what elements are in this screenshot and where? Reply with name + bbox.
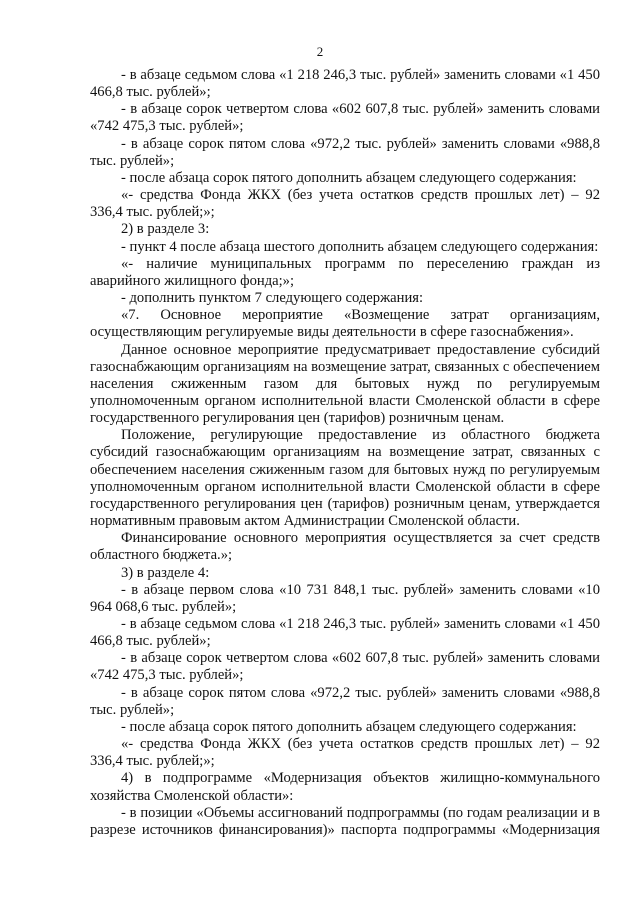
- paragraph: - в абзаце седьмом слова «1 218 246,3 тыс. рублей» заменить словами «1 450 466,8 тыс. рублей»;: [90, 616, 600, 650]
- paragraph: 3) в разделе 4:: [121, 564, 210, 581]
- paragraph: - в абзаце сорок пятом слова «972,2 тыс. рублей» заменить словами «988,8 тыс. рублей»;: [90, 684, 600, 718]
- paragraph: Положение, регулирующие предоставление из областного бюджета субсидий газоснабжающим организациям на возмещение затрат, связанных с обеспечением населения сжиженным газом для бытовых нужд по регулируемым уполномоченным органом исполнительной власти Смоленской области в сфере государственного регулирования цен (тарифов) розничным ценам, утверждается нормативным правовым актом Администрации Смоленской области.: [90, 427, 600, 530]
- paragraph: - в абзаце седьмом слова «1 218 246,3 тыс. рублей» заменить словами «1 450 466,8 тыс. рублей»;: [90, 67, 600, 101]
- paragraph: - в абзаце сорок четвертом слова «602 607,8 тыс. рублей» заменить словами «742 475,3 тыс. рублей»;: [90, 650, 600, 684]
- paragraph: «- наличие муниципальных программ по переселению граждан из аварийного жилищного фонда;»;: [90, 255, 600, 289]
- paragraph: «- средства Фонда ЖКХ (без учета остатков средств прошлых лет) – 92 336,4 тыс. рублей;»;: [90, 187, 600, 221]
- paragraph: Финансирование основного мероприятия осуществляется за счет средств областного бюджета.»;: [90, 530, 600, 564]
- paragraph: «- средства Фонда ЖКХ (без учета остатков средств прошлых лет) – 92 336,4 тыс. рублей;»;: [90, 736, 600, 770]
- paragraph: - после абзаца сорок пятого дополнить абзацем следующего содержания:: [121, 169, 577, 186]
- paragraph: - пункт 4 после абзаца шестого дополнить абзацем следующего содержания:: [121, 238, 599, 255]
- paragraph: 4) в подпрограмме «Модернизация объектов жилищно-коммунального хозяйства Смоленской области»:: [90, 770, 600, 804]
- page-number: 2: [316, 44, 324, 59]
- paragraph: - в позиции «Объемы ассигнований подпрограммы (по годам реализации и в разрезе источников финансирования)» паспорта подпрограммы «Модернизация: [90, 804, 600, 838]
- paragraph: - после абзаца сорок пятого дополнить абзацем следующего содержания:: [121, 718, 577, 735]
- paragraph: Данное основное мероприятие предусматривает предоставление субсидий газоснабжающим организациям на возмещение затрат, связанных с обеспечением населения сжиженным газом для бытовых нужд по регулируемым уполномоченным органом исполнительной власти Смоленской области в сфере государственного регулирования цен (тарифов) розничным ценам.: [90, 341, 600, 427]
- document-body: [90, 67, 600, 839]
- paragraph: - в абзаце сорок пятом слова «972,2 тыс. рублей» заменить словами «988,8 тыс. рублей»;: [90, 135, 600, 169]
- paragraph: «7. Основное мероприятие «Возмещение затрат организациям, осуществляющим регулируемые виды деятельности в сфере газоснабжения».: [90, 307, 600, 341]
- paragraph: - в абзаце первом слова «10 731 848,1 тыс. рублей» заменить словами «10 964 068,6 тыс. рублей»;: [90, 581, 600, 615]
- paragraph: 2) в разделе 3:: [121, 221, 210, 238]
- paragraph: - дополнить пунктом 7 следующего содержания:: [121, 290, 424, 307]
- paragraph: - в абзаце сорок четвертом слова «602 607,8 тыс. рублей» заменить словами «742 475,3 тыс. рублей»;: [90, 101, 600, 135]
